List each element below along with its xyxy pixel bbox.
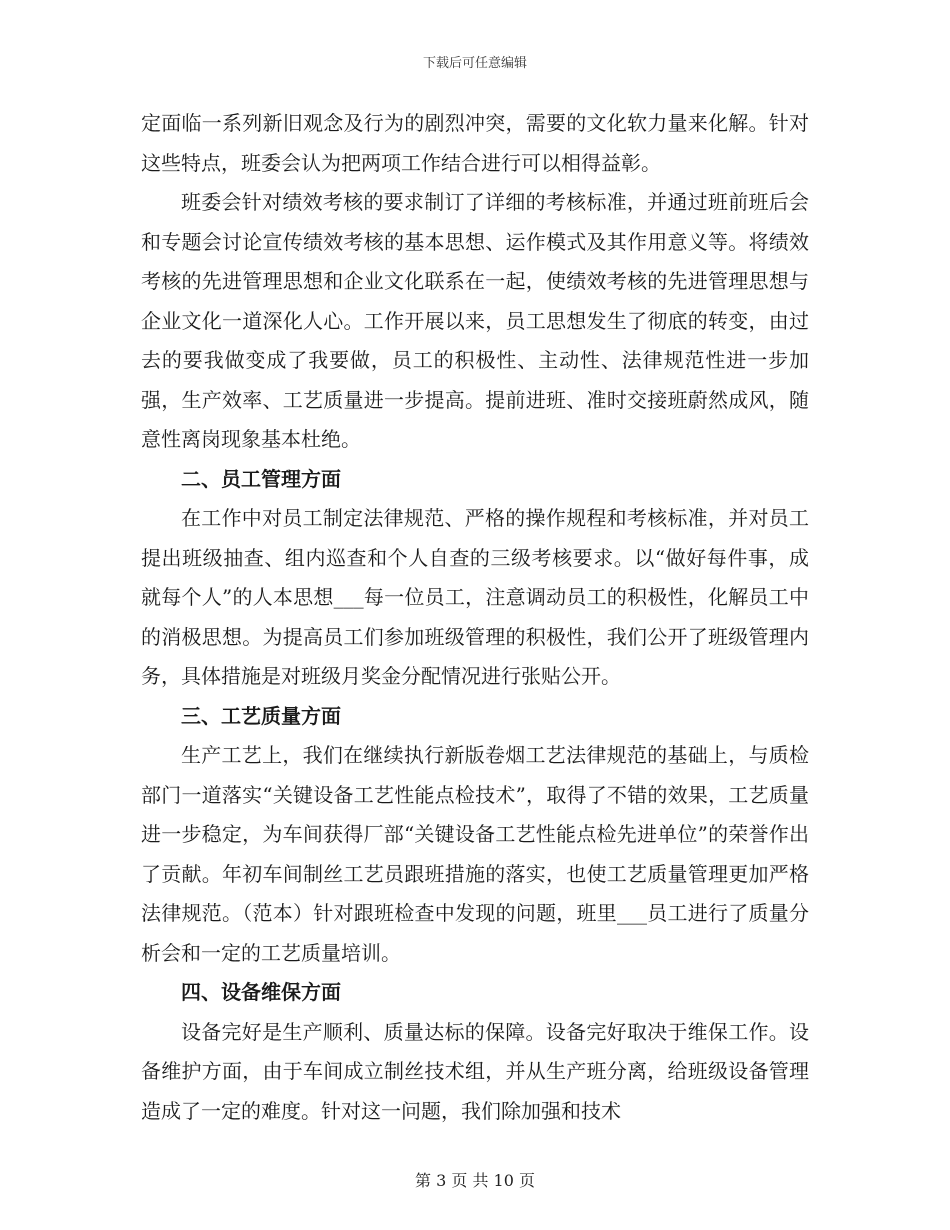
paragraph-continued: 定面临一系列新旧观念及行为的剧烈冲突，需要的文化软力量来化解。针对这些特点，班委会认为把两项工作结合进行可以相得益彰。 <box>141 111 809 175</box>
page-header: 下载后可任意编辑 <box>422 56 527 71</box>
paragraph-staff-management: 在工作中对员工制定法律规范、严格的操作规程和考核标准，并对员工提出班级抽查、组内巡查和个人自查的三级考核要求。以“做好每件事，成就每个人”的人本思想___每一位员工，注意调动员工的积极性，化解员工中的消极思想。为提高员工们参加班级管理的积极性，我们公开了班级管理内务，具体措施是对班级月奖金分配情况进行张贴公开。 <box>141 506 809 688</box>
section-heading-equipment-maintenance: 四、设备维保方面 <box>181 980 341 1004</box>
section-heading-staff-management: 二、员工管理方面 <box>181 466 341 491</box>
paragraph-process-quality: 生产工艺上，我们在继续执行新版卷烟工艺法律规范的基础上，与质检部门一道落实“关键设备工艺性能点检技术”，取得了不错的效果，工艺质量进一步稳定，为车间获得厂部“关键设备工艺性能点检先进单位”的荣誉作出了贡献。年初车间制丝工艺员跟班措施的落实，也使工艺质量管理更加严格法律规范。（范本）针对跟班检查中发现的问题，班里___员工进行了质量分析会和一定的工艺质量培训。 <box>141 743 809 965</box>
paragraph-performance-review: 班委会针对绩效考核的要求制订了详细的考核标准，并通过班前班后会和专题会讨论宣传绩效考核的基本思想、运作模式及其作用意义等。将绩效考核的先进管理思想和企业文化联系在一起，使绩效考核的先进管理思想与企业文化一道深化人心。工作开展以来，员工思想发生了彻底的转变，由过去的要我做变成了我要做，员工的积极性、主动性、法律规范性进一步加强，生产效率、工艺质量进一步提高。提前进班、准时交接班蔚然成风，随意性离岗现象基本杜绝。 <box>141 190 809 451</box>
page-footer: 第 3 页 共 10 页 <box>415 1171 535 1190</box>
document-body <box>141 104 809 1131</box>
paragraph-equipment-maintenance: 设备完好是生产顺利、质量达标的保障。设备完好取决于维保工作。设备维护方面，由于车间成立制丝技术组，并从生产班分离，给班级设备管理造成了一定的难度。针对这一问题，我们除加强和技术 <box>141 1019 809 1123</box>
section-heading-process-quality: 三、工艺质量方面 <box>181 703 341 728</box>
